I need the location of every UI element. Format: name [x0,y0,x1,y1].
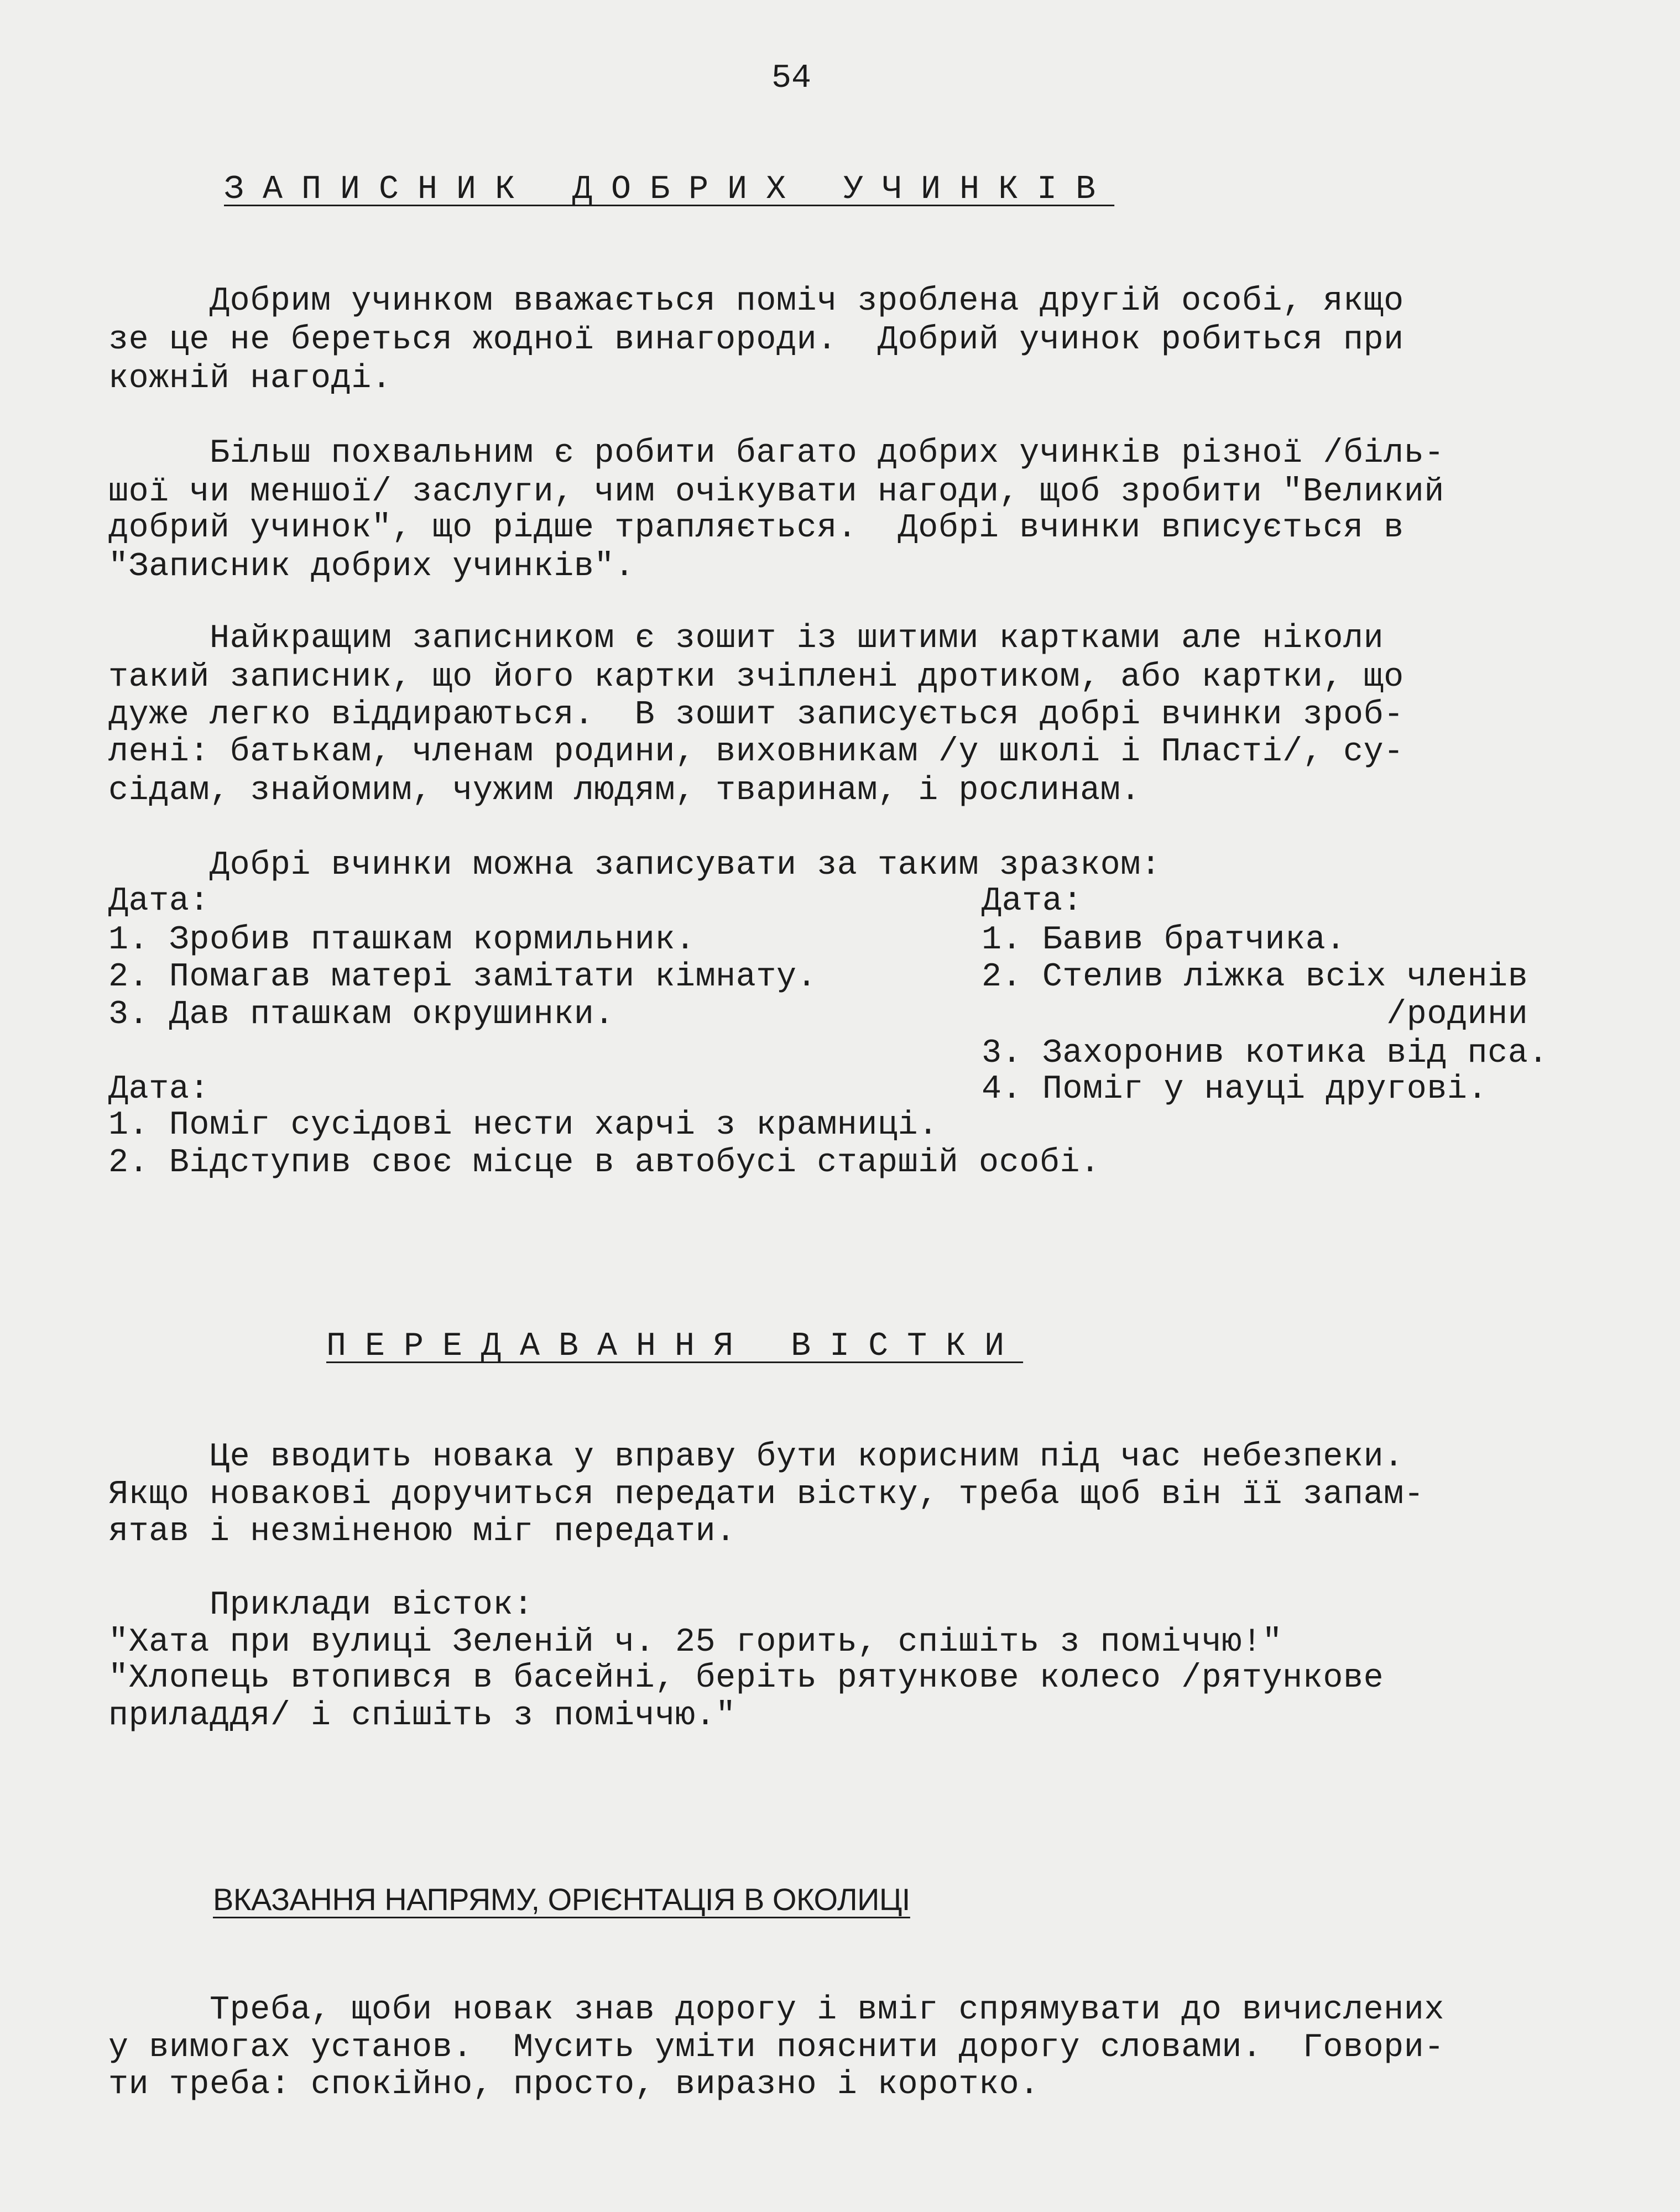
example-left-line: 1. Зробив пташкам кормильник. [108,921,696,959]
paragraph-line: Добрим учинком вважається поміч зроблена другій особі, якщо [108,283,1404,320]
paragraph-line: шої чи меншої/ заслуги, чим очікувати нагоди, щоб зробити "Великий [108,473,1444,511]
paragraph-line: ятав і незміненою міг передати. [108,1513,736,1551]
paragraph-line: Це вводить новака у вправу бути корисним під час небезпеки. [108,1438,1404,1476]
paragraph-line: у вимогах установ. Мусить уміти пояснити дорогу словами. Говори- [108,2029,1444,2067]
example-right-line: /родини [982,996,1528,1034]
paragraph-line: добрий учинок", що рідше трапляється. Добрі вчинки вписується в [108,509,1404,547]
paragraph-line: ти треба: спокійно, просто, виразно і коротко. [108,2066,1040,2104]
example-left-line: 3. Дав пташкам окрушинки. [108,996,615,1034]
example-right-line: Дата: [982,883,1083,920]
paragraph-line: такий записник, що його картки зчіплені дротиком, або картки, що [108,659,1404,696]
paragraph-line: Якщо новакові доручиться передати вістку, треба щоб він її запам- [108,1476,1425,1514]
paragraph-line: дуже легко віддираються. В зошит записується добрі вчинки зроб- [108,696,1404,734]
paragraph-line: лені: батькам, членам родини, виховникам /у школі і Пласті/, су- [108,733,1404,771]
example-bottom-line: 2. Відступив своє місце в автобусі старшій особі. [108,1144,1100,1182]
example-message-line: "Хата при вулиці Зеленій ч. 25 горить, спішіть з поміччю!" [108,1624,1283,1661]
example-bottom-line: 1. Поміг сусідові нести харчі з крамниці. [108,1107,938,1144]
paragraph-line: кожній нагоді. [108,360,392,398]
example-message-line: приладдя/ і спішіть з поміччю." [108,1697,736,1735]
section-heading-message: ПЕРЕДАВАННЯ ВІСТКИ [326,1328,1024,1365]
paragraph-line: Добрі вчинки можна записувати за таким зразком: [108,847,1161,884]
example-right-line: 4. Поміг у науці другові. [982,1071,1488,1108]
example-bottom-line: Дата: [108,1071,210,1108]
paragraph-line: зе це не береться жодної винагороди. Добрий учинок робиться при [108,321,1404,359]
section-heading-good-deeds: ЗАПИСНИК ДОБРИХ УЧИНКІВ [224,171,1115,208]
example-right-line: 1. Бавив братчика. [982,921,1346,959]
example-message-line: "Хлопець втопився в басейні, беріть рятункове колесо /рятункове [108,1660,1384,1697]
paragraph-line: Приклади вісток: [108,1587,534,1624]
example-left-line: 2. Помагав матері замітати кімнату. [108,958,817,996]
paragraph-line: Найкращим записником є зошит із шитими картками але ніколи [108,620,1384,658]
paragraph-line: Треба, щоби новак знав дорогу і вміг спрямувати до вичислених [108,1991,1444,2029]
example-right-line: 2. Стелив ліжка всіх членів [982,958,1528,996]
paragraph-line: сідам, знайомим, чужим людям, тваринам, і рослинам. [108,772,1141,810]
paragraph-line: Більш похвальним є робити багато добрих учинків різної /біль- [108,435,1444,472]
example-left-line: Дата: [108,883,210,920]
example-right-line: 3. Захоронив котика від пса. [982,1035,1548,1072]
page-number: 54 [771,60,812,97]
section-heading-orientation: ВКАЗАННЯ НАПРЯМУ, ОРІЄНТАЦІЯ В ОКОЛИЦІ [213,1882,910,1917]
paragraph-line: "Записник добрих учинків". [108,548,635,586]
